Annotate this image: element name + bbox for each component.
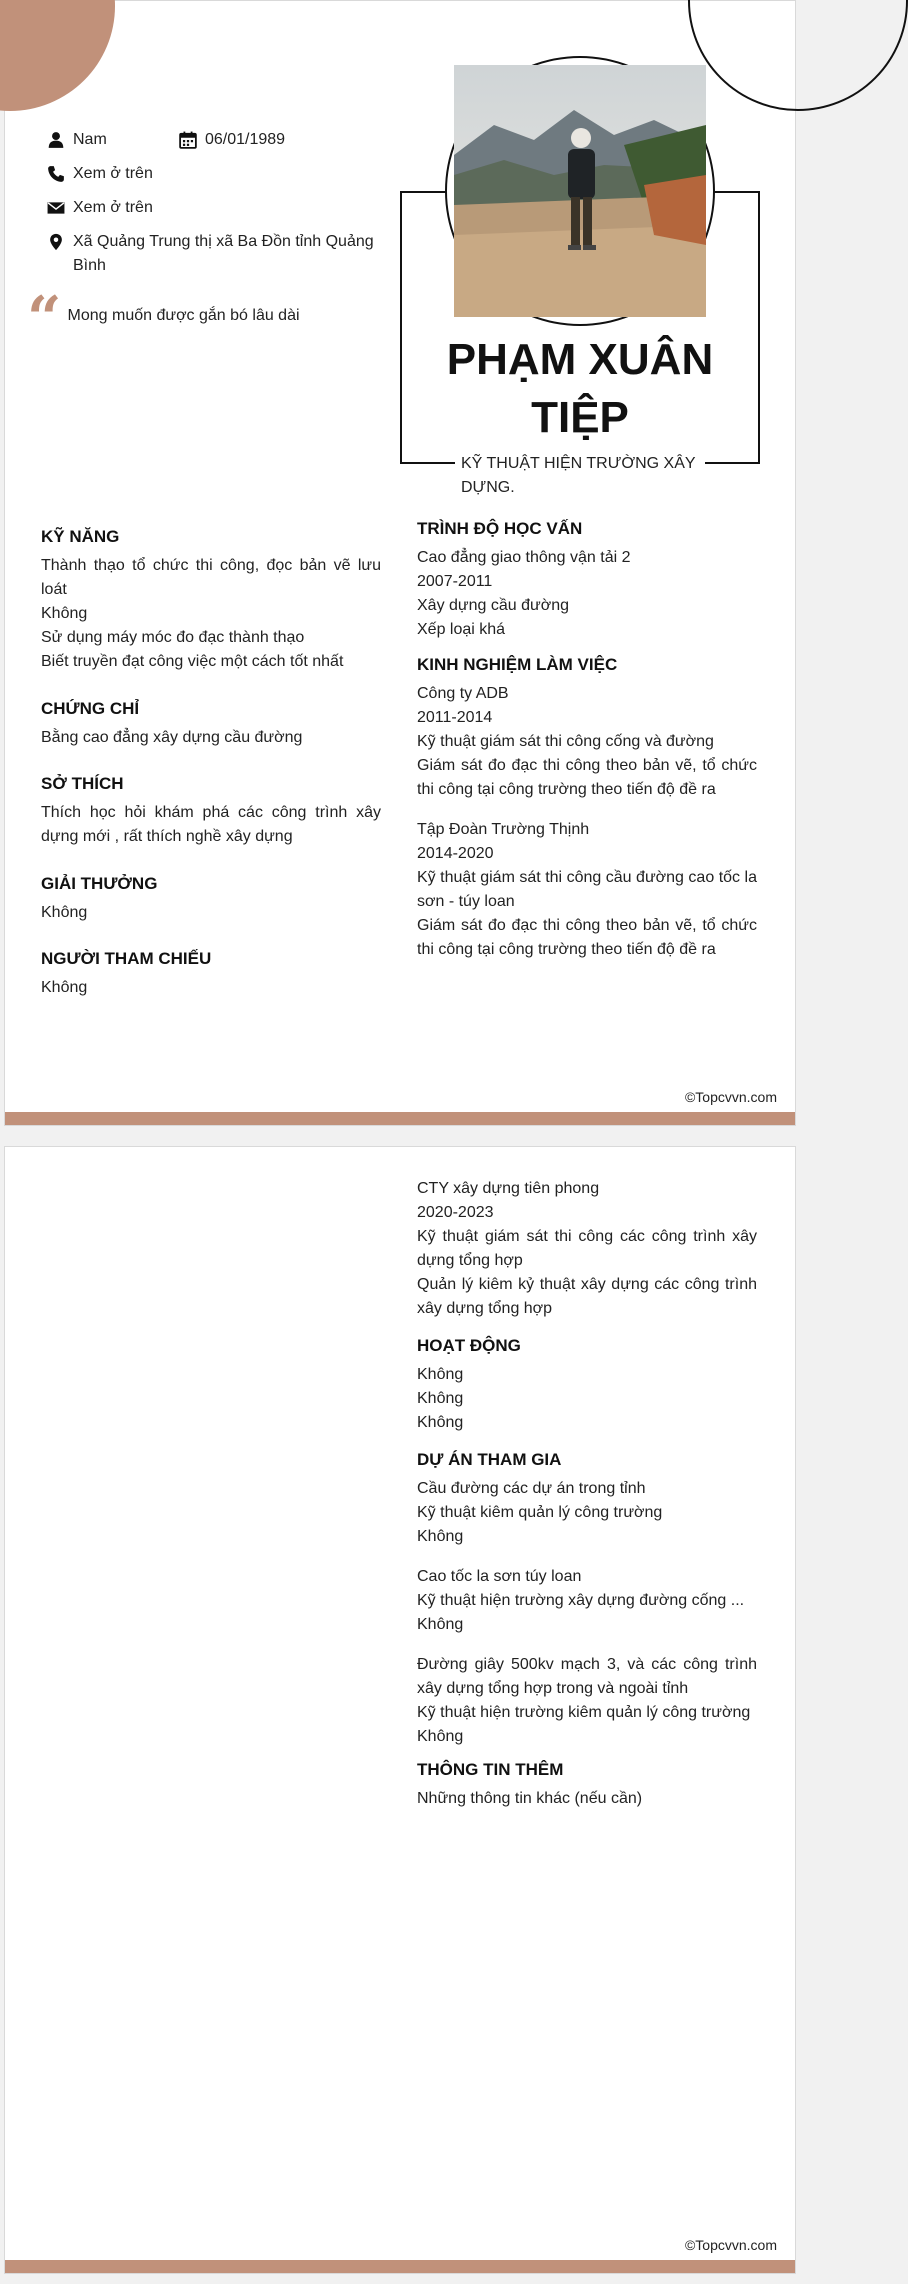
project-note: Không: [417, 1728, 464, 1745]
profile-photo: [445, 56, 715, 326]
activity-item: Không: [417, 1414, 464, 1431]
email-row: [47, 196, 153, 220]
experience-company: Công ty ADB: [417, 685, 509, 702]
education-major: Xây dựng cầu đường: [417, 597, 570, 614]
person-icon: [47, 131, 65, 149]
additional-info-text: Những thông tin khác (nếu cần): [417, 1790, 643, 1807]
skills-section: [41, 526, 381, 674]
education-period: 2007-2011: [417, 573, 493, 590]
section-title: DỰ ÁN THAM GIA: [417, 1450, 562, 1469]
projects-section: [417, 1449, 757, 1749]
skill-item: Thành thạo tổ chức thi công, đọc bản vẽ lưu loát: [41, 557, 381, 598]
footer-bar: [5, 1112, 795, 1125]
cv-page-2: [4, 1146, 796, 2274]
activity-item: Không: [417, 1366, 464, 1383]
project-role: Kỹ thuật hiện trường xây dựng đường cống ...: [417, 1592, 745, 1609]
experience-period: 2011-2014: [417, 709, 493, 726]
experience-description: Giám sát đo đạc thi công theo bản vẽ, tổ chức thi công tại công trường theo tiến độ đề ra: [417, 757, 757, 798]
phone-icon: [47, 165, 65, 183]
section-title: SỞ THÍCH: [41, 774, 124, 793]
project-item: [417, 1565, 757, 1637]
experience-role: Kỹ thuật giám sát thi công các công trình xây dựng tổng hợp: [417, 1228, 757, 1269]
experience-company: Tập Đoàn Trường Thịnh: [417, 821, 590, 838]
references-section: [41, 948, 381, 1000]
cv-page-1: [4, 0, 796, 1126]
project-item: [417, 1477, 757, 1549]
section-title: GIẢI THƯỞNG: [41, 874, 158, 893]
section-title: KINH NGHIỆM LÀM VIỆC: [417, 655, 618, 674]
email-value: Xem ở trên: [73, 199, 153, 216]
education-school: Cao đẳng giao thông vận tải 2: [417, 549, 631, 566]
address-value: Xã Quảng Trung thị xã Ba Đồn tỉnh Quảng Bình: [73, 233, 374, 274]
education-section: [417, 518, 757, 642]
decorative-circle: [0, 0, 115, 111]
experience-period: 2020-2023: [417, 1204, 494, 1221]
hobby-item: Thích học hỏi khám phá các công trình xây dựng mới , rất thích nghề xây dựng: [41, 804, 381, 845]
project-note: Không: [417, 1528, 464, 1545]
skill-item: Biết truyền đạt công việc một cách tốt nhất: [41, 653, 344, 670]
phone-row: [47, 162, 153, 186]
experience-continued: [417, 1177, 757, 1321]
project-role: Kỹ thuật hiện trường kiêm quản lý công trường: [417, 1704, 751, 1721]
reference-item: Không: [41, 979, 88, 996]
experience-period: 2014-2020: [417, 845, 494, 862]
project-role: Kỹ thuật kiêm quản lý công trường: [417, 1504, 663, 1521]
experience-item: [417, 682, 757, 802]
address-row: [47, 230, 377, 278]
experience-item: [417, 818, 757, 962]
project-note: Không: [417, 1616, 464, 1633]
project-name: Cầu đường các dự án trong tỉnh: [417, 1480, 646, 1497]
objective-text: Mong muốn được gắn bó lâu dài: [67, 307, 300, 324]
certificates-section: [41, 698, 381, 750]
footer-bar: [5, 2260, 795, 2273]
job-position: KỸ THUẬT HIỆN TRƯỜNG XÂY DỰNG.: [455, 452, 705, 500]
activity-item: Không: [417, 1390, 464, 1407]
candidate-name: PHẠM XUÂN TIỆP: [446, 335, 714, 442]
experience-item: [417, 1177, 757, 1321]
experience-description: Quản lý kiêm kỷ thuật xây dựng các công trình xây dựng tổng hợp: [417, 1276, 757, 1317]
career-objective: [27, 284, 300, 354]
experience-company: CTY xây dựng tiên phong: [417, 1180, 600, 1197]
skill-item: Sử dụng máy móc đo đạc thành thạo: [41, 629, 305, 646]
calendar-icon: [179, 131, 197, 149]
photo-image: [454, 65, 706, 317]
education-grade: Xếp loại khá: [417, 621, 506, 638]
watermark: ©Topcvvn.com: [684, 1089, 777, 1105]
gender-row: [47, 128, 107, 152]
experience-section: [417, 654, 757, 962]
additional-info-section: [417, 1759, 757, 1811]
section-title: THÔNG TIN THÊM: [417, 1760, 564, 1779]
experience-role: Kỹ thuật giám sát thi công cống và đường: [417, 733, 714, 750]
hobbies-section: [41, 773, 381, 849]
experience-description: Giám sát đo đạc thi công theo bản vẽ, tổ chức thi công tại công trường theo tiến độ đề ra: [417, 917, 757, 958]
section-title: NGƯỜI THAM CHIẾU: [41, 949, 212, 968]
section-title: CHỨNG CHỈ: [41, 699, 140, 718]
watermark: ©Topcvvn.com: [684, 2237, 777, 2253]
skill-item: Không: [41, 605, 88, 622]
section-title: TRÌNH ĐỘ HỌC VẤN: [417, 519, 583, 538]
certificate-item: Bằng cao đẳng xây dựng cầu đường: [41, 729, 303, 746]
phone-value: Xem ở trên: [73, 165, 153, 182]
envelope-icon: [47, 199, 65, 217]
project-item: [417, 1653, 757, 1749]
quote-icon: “: [27, 284, 62, 354]
birthday-row: [179, 128, 285, 152]
section-title: HOẠT ĐỘNG: [417, 1336, 521, 1355]
gender-value: Nam: [73, 131, 107, 148]
activities-section: [417, 1335, 757, 1435]
project-name: Đường giây 500kv mạch 3, và các công trình xây dựng tổng hợp trong và ngoài tỉnh: [417, 1656, 757, 1697]
award-item: Không: [41, 904, 88, 921]
project-name: Cao tốc la sơn túy loan: [417, 1568, 582, 1585]
birthday-value: 06/01/1989: [205, 131, 286, 148]
map-pin-icon: [47, 233, 65, 251]
decorative-ring: [688, 0, 908, 111]
section-title: KỸ NĂNG: [41, 527, 120, 546]
awards-section: [41, 873, 381, 925]
experience-role: Kỹ thuật giám sát thi công cầu đường cao tốc la sơn - túy loan: [417, 869, 757, 910]
